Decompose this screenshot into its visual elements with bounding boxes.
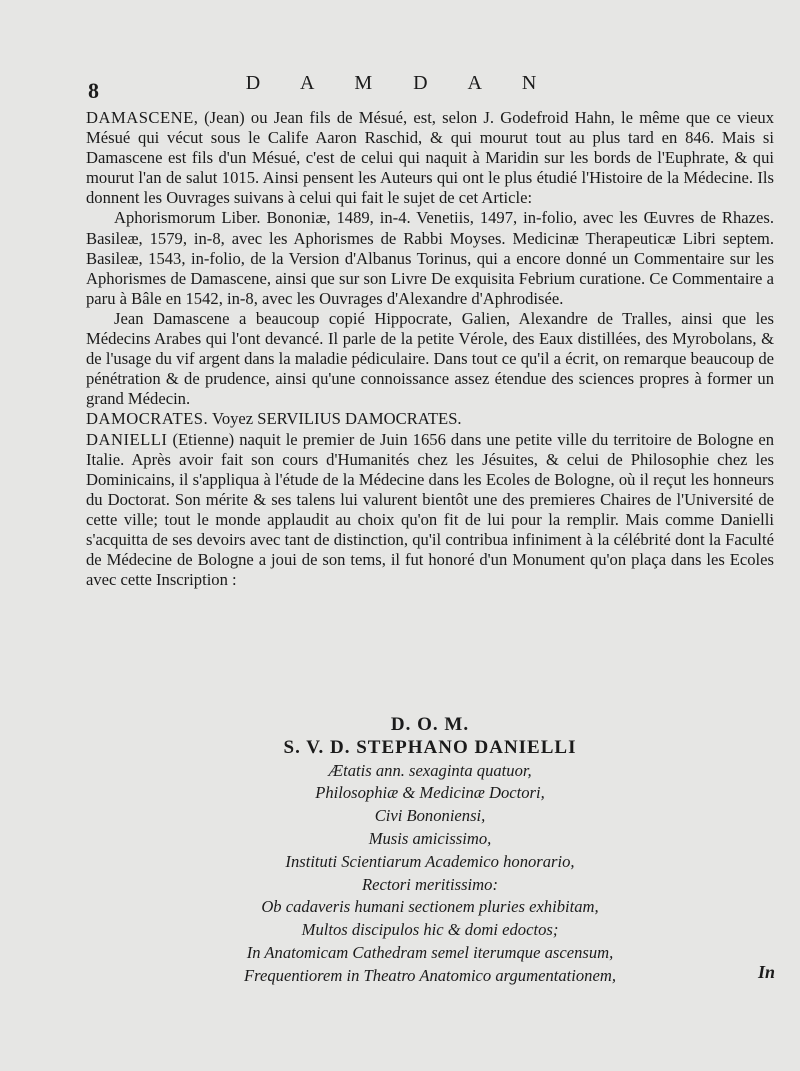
running-head: D A M D A N (245, 72, 555, 94)
main-text (86, 108, 774, 590)
damascene-works: Aphorismorum Liber. Bononiæ, 1489, in-4. Venetiis, 1497, in-folio, avec les Œuvres de Rhazes. Basileæ, 1579, in-8, avec les Aphorismes de Rabbi Moyses. Medicinæ Therapeuticæ Libri septem. Basileæ, 1543, in-folio, de la Version d'Albanus Torinus, qui a encore donné un Commentaire sur les Aphorismes de Damascene, ainsi que sur son Livre De exquisita Febrium curatione. Ce Commentaire a paru à Bâle en 1542, in-8, avec les Ouvrages d'Alexandre d'Aphrodisée. (86, 208, 774, 308)
catchword: In (758, 962, 776, 982)
entry-damascene (86, 108, 774, 208)
inscription-line: Multos discipulos hic & domi edoctos; (301, 920, 559, 940)
inscription-line: Civi Bononiensi, (374, 806, 486, 826)
page-number: 8 (88, 78, 99, 103)
inscription-block (180, 714, 680, 988)
inscription-line: Musis amicissimo, (368, 828, 492, 848)
inscription-line: Instituti Scientiarum Academico honorario, (285, 851, 575, 871)
damascene-text: , (Jean) ou Jean fils de Mésué, est, selon J. Godefroid Hahn, le même que ce vieux Mésué qui vécut sous le Calife Aaron Raschid, & qui mourut tout au plus tard en 846. Mais si Damascene est fils d'un Mésué, c'est de celui qui naquit à Maridin sur les bords de l'Euphrate, & qui mourut l'an de salut 1015. Ainsi pensent les Auteurs qui ont le plus étudié l'Histoire de la Médecine. Ils donnent les Ouvrages suivans à celui qui fait le sujet de cet Article: (86, 108, 774, 208)
headword-damascene: DAMASCENE (86, 108, 194, 127)
inscription-line: Rectori meritissimo: (362, 874, 498, 894)
inscription-line: Ob cadaveris humani sectionem pluries exhibitam, (261, 897, 599, 917)
inscription-line: S. V. D. STEPHANO DANIELLI (283, 736, 577, 758)
inscription-line: Ætatis ann. sexaginta quatuor, (328, 760, 532, 780)
inscription-line: Philosophiæ & Medicinæ Doctori, (315, 783, 545, 803)
damascene-remark: Jean Damascene a beaucoup copié Hippocrate, Galien, Alexandre de Tralles, ainsi que les Médecins Arabes qui l'ont devancé. Il parle de la petite Vérole, des Eaux distillées, des Myrobolans, & de l'usage du vif argent dans la maladie pédiculaire. Dans tout ce qu'il a écrit, on remarque beaucoup de pénétration & de prudence, ainsi qu'une connoissance assez étendue des sciences propres à former un grand Médecin. (86, 308, 774, 409)
damocrates-text: Voyez SERVILIUS DAMOCRATES. (208, 409, 462, 429)
headword-danielli: DANIELLI (86, 429, 168, 449)
inscription-line: In Anatomicam Cathedram semel iterumque ascensum, (246, 942, 614, 962)
headword-damocrates: DAMOCRATES. (86, 409, 209, 429)
entry-damocrates (86, 409, 774, 429)
inscription-line: Frequentiorem in Theatro Anatomico argumentationem, (244, 965, 616, 985)
danielli-text: (Etienne) naquit le premier de Juin 1656 dans une petite ville du territoire de Bologne en Italie. Après avoir fait son cours d'Humanités chez les Jésuites, & celui de Philosophie chez les Dominicains, il s'appliqua à l'étude de la Médecine dans les Ecoles de Bologne, où il reçut les honneurs du Doctorat. Son mérite & ses talens lui valurent bientôt une des premieres Chaires de l'Université de cette ville; tout le monde applaudit au choix qu'on fit de lui pour la remplir. Mais comme Danielli s'acquitta de ses devoirs avec tant de distinction, qu'il contribua infiniment à la célébrité dont la Faculté de Médecine de Bologne a joui de son tems, il fut honoré d'un Monument qu'on plaça dans les Ecoles avec cette Inscription : (86, 429, 774, 590)
inscription-line: D. O. M. (390, 714, 470, 735)
entry-danielli (86, 430, 774, 591)
